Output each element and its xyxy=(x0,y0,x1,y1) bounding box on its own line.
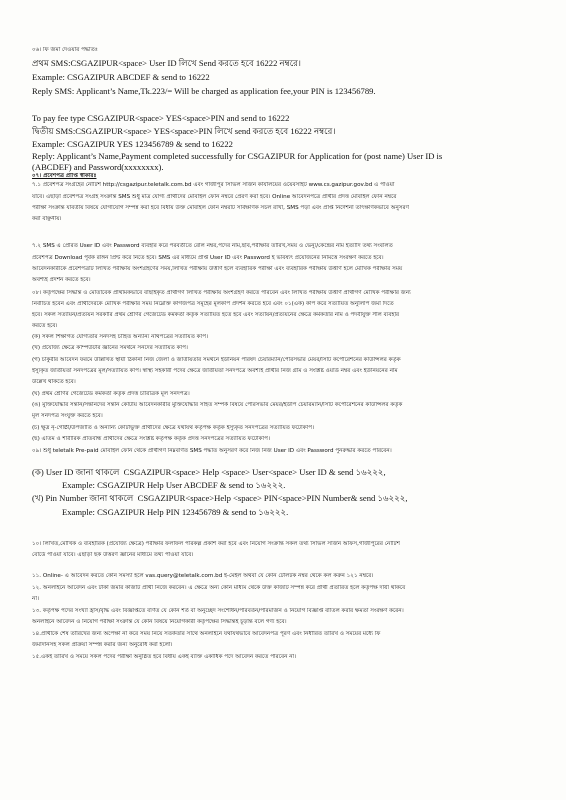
para-7-2-line: ৭.২ SMS এ প্রেরিত User ID এবং Password ব্যবহার করে পরবর্তীতে রোল নম্বর,পদের নাম,ছবি,পরীক্ষার তারিখ,সময় ও ভেন্যু/কেন্দ্রের নাম ইত্যাদি তথ্য সংবলিত xyxy=(32,243,393,249)
sms-second-reply: Reply: Applicant’s Name,Payment completed successfully for CSGAZIPUR for Application for (post name) User ID is xyxy=(32,151,443,161)
section-08-item-kha: (খ) প্রযোজ্য ক্ষেত্রে কম্পিউটার জ্ঞানের সমর্থনে সনদের সত্যায়িত কপি। xyxy=(32,345,188,351)
section-12-line: ১২. অনলাইনে আবেদন এবং টাকা জমার কাজটি প্রার্থী নিজে করবেন। এ ক্ষেত্রে অন্য কোন মাধ্যম থেকে উক্ত কাজটি সম্পন্ন করে প্রার্থী প্রতারিত হলে কর্তৃপক্ষ দায়ী থাকবে xyxy=(32,585,406,591)
pay-fee-instruction: To pay fee type CSGAZIPUR<space> YES<space>PIN and send to 16222 xyxy=(32,113,290,123)
recover-userid-label: (ক) User ID জানা থাকলে xyxy=(32,467,120,477)
section-08-item-uma-cont: মূল সনদপত্র সংযুক্ত করতে হবে। xyxy=(32,413,103,419)
section-08-item-cha: (চ) ক্ষুদ্র নৃ-গোষ্ঠী/উপজাতি ও অন্যান্য কোটাভুক্ত প্রার্থীদের ক্ষেত্রে যথাযথ কর্তৃপক্ষ কর্তৃক ইস্যুকৃত সনদপত্রের সত্যায়িত ফটোকপি। xyxy=(32,425,315,431)
para-7-1-line: করা বাঞ্ছনীয়। xyxy=(32,216,62,222)
recover-pin-example: Example: CSGAZIPUR Help PIN 123456789 & send to ১৬২২২. xyxy=(62,507,289,517)
para-7-2-line: আবেদনকারীকে প্রবেশপত্রটি লিখিত পরীক্ষায় অংশগ্রহণের সময়,লিখিত পরীক্ষায় উত্তীর্ণ হলে ব্যবহারিক পরীক্ষা এবং ব্যবহারিক পরীক্ষায় উত্তীর্ণ হলে মৌখিক পরীক্ষার সময় xyxy=(32,266,403,272)
section-10-line: বোর্ডে পাওয়া যাবে। এছাড়া ছক উত্তরণ জ্ঞানের মাধ্যমে তথ্য পাওয়া যাবে। xyxy=(32,552,194,558)
section-08-item-chha: (ছ) এতিম ও শারীরিক প্রতিবন্ধি প্রার্থীদের ক্ষেত্রে সংশ্লিষ্ট কর্তৃপক্ষ কর্তৃক প্রদত্ত সনদপত্রের সত্যায়িত ফটোকপি। xyxy=(32,436,270,442)
section-06-heading: ০৬। ফি জমা দেওয়ার পদ্ধতিঃ xyxy=(32,47,98,53)
section-08-line: হবে। সকল সত্যায়ন/প্রত্যয়ন সরকারি প্রথম শ্রেণির গেজেটেড কর্মকর্তা কর্তৃক সত্যায়িত হতে হবে এবং সত্যায়ন/প্রত্যয়নের ক্ষেত্রে কর্মকর্তার নাম ও পদবীযুক্ত সীল ব্যবহার xyxy=(32,312,400,318)
sms-second-reply-cont: (ABCDEF) and Password(xxxxxxxx). xyxy=(32,162,164,172)
section-08-item-ga-cont: উল্লেখ থাকতে হবে। xyxy=(32,379,76,385)
recover-pin-line xyxy=(32,493,542,503)
section-14-line: ১৪.প্রার্থীকে শেষ তারিখের জন্য অপেক্ষা না করে সময় নিয়ে সতর্কতার সাথে অনলাইনে যথাযথভাবে আবেদনপত্র পূরণ এবং নির্ধারিত তারিখ ও সময়ের মধ্যে ফি xyxy=(32,631,381,637)
sms-first-reply: Reply SMS: Applicant’s Name,Tk.223/= Will be charged as application fee,your PIN is 123456789. xyxy=(32,86,376,96)
section-08-line: করতে হবে। xyxy=(32,323,58,329)
section-12-line-cont: না। xyxy=(32,596,39,602)
section-09-intro: ০৯। শুধু teletalk Pre-paid মোবাইল ফোন থেকে প্রার্থীগণ নিম্নবর্ণিত SMS পদ্ধতি অনুসরণ করে নিজ নিজ User ID এবং Password পুনরুদ্ধার করতে পারবেন। xyxy=(32,448,392,454)
section-08-line: ০৮। কর্তৃপক্ষের সিদ্ধান্ত ও মোতাবেক প্রাথমিকভাবে বাছাইকৃত প্রার্থীগণ লিখিত পরীক্ষায় অংশগ্রহণ করতে পারবেন এবং লিখিত পরীক্ষায় উত্তীর্ণ প্রার্থীগণ মৌখিক পরীক্ষার জন্য xyxy=(32,290,411,296)
para-7-1-line: যাবে। এছাড়া প্রবেশপত্র সংগ্রহ সংক্রান্ত SMS শুধু মাত্র যোগ্য প্রার্থীদের মোবাইল ফোন নম্বরে প্রেরণ করা হবে। Online আবেদনপত্রে প্রার্থীর প্রদত্ত মোবাইল ফোন নম্বরে xyxy=(32,194,397,200)
sms-first-example: Example: CSGAZIPUR ABCDEF & send to 16222 xyxy=(32,72,210,82)
section-08-item-ga-cont: ইস্যুকৃত জাতীয়তা সনদপত্রের মূল/সত্যায়িত কপি। স্বাস্থ্য সহকারী পদের ক্ষেত্রে জাতীয়তা সনদপত্রে অবশ্যই প্রার্থীর নিজ গ্রাম ও সংশ্লিষ্ট ওয়ার্ড নম্বর এবং ইউনিয়নের নাম xyxy=(32,368,398,374)
sms-first-instruction: প্রথম SMS:CSGAZIPUR<space> User ID লিখে Send করতে হবে 16222 নম্বরে। xyxy=(32,58,301,68)
recover-pin-command: CSGAZIPUR<space>Help <space> PIN<space>PIN Number& send ১৬২২২, xyxy=(137,493,408,503)
section-13-line: ১৩. কর্তৃপক্ষ পদের সংখ্যা হ্রাস/বৃদ্ধি এবং বিজ্ঞপ্তিতে বর্ণিত যে কোন শর্ত বা অনুচ্ছেদ সংশোধন/পরিবর্তন/পরিমার্জন ও নিয়োগ বিজ্ঞপ্তি বাতিল করার ক্ষমতা সংরক্ষণ করেন। xyxy=(32,608,404,614)
sms-second-example: Example: CSGAZIPUR YES 123456789 & send to 16222 xyxy=(32,139,233,149)
recover-pin-label: (খ) Pin Number জানা থাকলে xyxy=(32,493,134,503)
recover-userid-example: Example: CSGAZIPUR Help User ABCDEF & send to ১৬২২২. xyxy=(62,480,286,490)
para-7-1-line: ৭.১ প্রবেশপত্র সংগ্রহের নোটিশ http://csgazipur.teletalk.com.bd এবং গাজীপুর সিভিল সার্জন কার্যালয়ের ওয়েবসাইট www.cs.gazipur.gov.bd এ পাওয়া xyxy=(32,182,395,188)
para-7-2-line: প্রবেশপত্র Download পূর্বক রঙ্গিন প্রিন্ট করে নিতে হবে। SMS এর মাধ্যমে প্রাপ্ত User ID এবং Password ই ভবিষ্যৎ প্রয়োজনের নিমিত্তে সংরক্ষণ করতে হবে। xyxy=(32,255,384,261)
section-08-line: নির্বাচিত হবেন এবং প্রার্থীদেরকে মৌখিক পরীক্ষার সময় নিম্নোক্ত কাগজপত্র সমূহের মূলকপি প্রদর্শন করতে হবে এবং ০১(এক) কপি করে সত্যায়িত অনুলিপি জমা দিতে xyxy=(32,301,394,307)
section-08-item-gha: (ঘ) প্রথম শ্রেণির গেজেটেড কর্মকর্তা কর্তৃক প্রদত্ত চারিত্রিক মূল সনদপত্র। xyxy=(32,391,190,397)
section-13-line-cont: অনলাইনে আবেদন ও নিয়োগ পরীক্ষা সংক্রান্ত যে কোন বিষয়ে নিয়োগকারী কর্তৃপক্ষের সিদ্ধান্তই চূড়ান্ত বলে গণ্য হবে। xyxy=(32,619,287,625)
section-07-heading: ০৭। প্রবেশপত্র প্রাপ্তি স্বীকারঃ xyxy=(32,173,97,179)
section-14-line-cont: জমাদানসহ সকল প্রক্রিয়া সম্পন্ন করার জন্য অনুরোধ করা হলো। xyxy=(32,642,173,648)
section-08-item-ka: (ক) সকল শিক্ষাগত যোগ্যতার সনদসহ চাহিত অন্যান্য নথিপত্রের সত্যায়িত কপি। xyxy=(32,334,208,340)
section-15-line: ১৫.একই তারিখ ও সময়ে সকল পদের পরীক্ষা অনুষ্ঠিত হবে বিধায় একই ব্যক্তি একাধিক পদে আবেদন করতে পারবেন না। xyxy=(32,654,297,660)
para-7-1-line: পরীক্ষা সংক্রান্ত যাবতীয় বিষয়ে যোগাযোগ সম্পন্ন করা হবে বিধায় উক্ত মোবাইল ফোন নম্বরটি সার্বক্ষণিক সচল রাখা, SMS পড়া এবং প্রাপ্ত নির্দেশনা তাৎক্ষণিকভাবে অনুসরণ xyxy=(32,205,410,211)
section-11-line: ১১. Online- এ আবেদন করতে কোন সমস্যা হলে vas.query@teletalk.com.bd ই-মেইল অথবা যে কোন টেলিটক নম্বর থেকে কল করুন ১২১ নম্বরে। xyxy=(32,573,374,579)
sms-second-instruction: দ্বিতীয় SMS:CSGAZIPUR<space> YES<space>PIN লিখে send করতে হবে 16222 নম্বরে। xyxy=(32,126,336,136)
section-10-line: ১০। লিখিত,মৌখিক ও ব্যবহারিক (প্রযোজ্য ক্ষেত্রে) পরীক্ষার ফলাফল পরিকল্প প্রকাশ করা হবে এবং নিয়োগ সংক্রান্ত সকল তথ্য সিভিল সার্জন অফিস,গাজীপুরের নোটিশ xyxy=(32,541,400,547)
section-08-item-ga: (গ) চাকুরীর আবেদন ফরমে উল্লিখিত স্থায়ী ঠিকানা নিজ জেলা ও জাতীয়তার সমর্থনে ইউনিয়ন পরিষদ চেয়ারম্যান/পৌরসভার মেয়র/সিটি কর্পোরেশনের কাউন্সিলর কর্তৃক xyxy=(32,357,401,363)
recover-userid-command: CSGAZIPUR<space> Help <space> User<space> User ID & send ১৬২২২, xyxy=(123,467,386,477)
recover-userid-line xyxy=(32,467,542,477)
para-7-2-line: অবশ্যই প্রদর্শন করতে হবে। xyxy=(32,277,91,283)
section-08-item-uma: (ঙ) মুক্তিযোদ্ধার সন্তান/সন্তানদের সন্তান কোটায় আবেদনকারীর মুক্তিযোদ্ধার সহিত সম্পর্ক বিষয়ে পৌরসভার মেয়র/ইউপি চেয়ারম্যান/সিটি কর্পোরেশনের কাউন্সিলর কর্তৃক xyxy=(32,402,403,408)
